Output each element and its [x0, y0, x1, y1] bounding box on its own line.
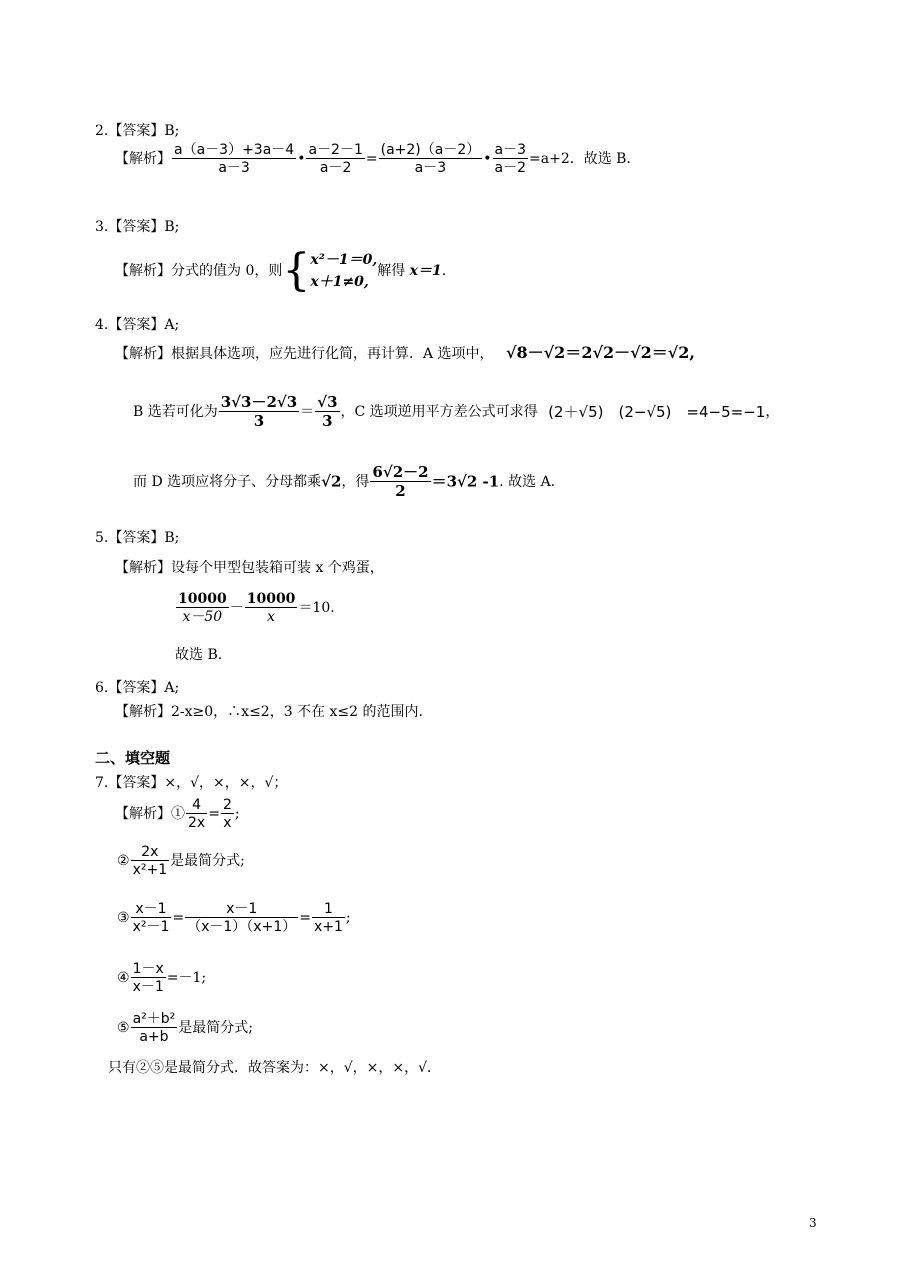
q3-analysis: [115, 245, 447, 296]
q4-c-end: ，: [765, 404, 780, 420]
q7-i1-frac2: $\frac{2}{x}$: [222, 797, 232, 831]
q7-i3-eq2: =: [299, 910, 311, 926]
q7-i1-frac: $\frac{4}{2x}$: [188, 797, 206, 831]
q2-result: =a+2．故选 B．: [529, 151, 641, 167]
q3-analysis-text: 【解析】分式的值为 0，则: [115, 263, 283, 279]
q2-frac-3: $\frac{(a+2)(a-2)}{a-3}$: [380, 142, 481, 176]
q4-d-res: ＝3√2 -1: [431, 472, 500, 491]
q4-d-end: . 故选 A.: [499, 474, 556, 490]
q2-analysis: [115, 143, 640, 175]
q3-end: .: [441, 263, 447, 279]
q4-analysis: [115, 345, 695, 361]
section-heading: 二、填空题: [95, 749, 171, 767]
q2-dot-1: •: [297, 151, 306, 167]
q7-i4-mark: ④: [117, 970, 130, 986]
q7-i5-text: 是最简分式;: [178, 1020, 253, 1036]
q3-answer: 3.【答案】B;: [95, 219, 180, 235]
q2-frac-4: $\frac{a-3}{a-2}$: [494, 142, 527, 176]
q2-label: 【解析】: [115, 151, 171, 167]
q7-item-4: [117, 962, 206, 994]
q7-i3-mark: ③: [117, 910, 130, 926]
q4-b-line: [133, 395, 779, 429]
q7-i3-frac: $\frac{x-1}{\text{x²－1}}$: [132, 901, 170, 935]
q2-answer: 2.【答案】B;: [95, 123, 180, 139]
q5-rhs: ＝10.: [298, 600, 335, 616]
q3-sys-line2: x＋1≠0,: [310, 274, 369, 290]
q2-frac-1: $\frac{a(a-3)+3a-4}{a-3}$: [174, 142, 295, 176]
q2-eq: =: [365, 151, 378, 167]
q3-solve: 解得: [377, 263, 406, 279]
q3-sys-line1: x²－1＝0,: [310, 252, 378, 268]
q4-a-expr: √8－√2＝2√2－√2＝√2,: [506, 343, 695, 362]
q7-item-5: [117, 1012, 253, 1044]
q6-answer: 6.【答案】A;: [95, 680, 180, 696]
q4-b-frac: $\frac{3√3-2√3}{3}$: [220, 393, 298, 430]
q5-conclusion: 故选 B.: [175, 647, 223, 663]
q3-solution: x＝1: [409, 263, 442, 279]
q5-frac-2: $\frac{10000}{x}$: [246, 591, 296, 625]
q4-c-expr: (2＋√5) (2−√5) =4−5=−1: [548, 402, 766, 421]
q7-i2-mark: ②: [117, 853, 130, 869]
q7-i2-text: 是最简分式;: [170, 853, 245, 869]
q5-analysis: 【解析】设每个甲型包装箱可装 x 个鸡蛋，: [115, 560, 384, 576]
q7-item-1: [115, 798, 240, 830]
q7-answer: 7.【答案】×，√，×，×，√；: [95, 775, 288, 791]
q4-analysis-text: 【解析】根据具体选项，应先进行化简，再计算．A 选项中，: [115, 346, 494, 362]
q7-i3-frac2: $\frac{x-1}{(x-1)(x+1)}$: [187, 901, 297, 935]
q6-analysis: 【解析】2-x≥0，∴x≤2，3 不在 x≤2 的范围内.: [115, 704, 423, 720]
q7-i5-mark: ⑤: [117, 1020, 130, 1036]
q4-d-get: ，得: [341, 474, 370, 490]
q2-frac-2: $\frac{a-2-1}{a-2}$: [308, 142, 363, 176]
q4-b-eq: ＝: [300, 404, 315, 420]
q4-c-text: ，C 选项逆用平方差公式可求得: [340, 404, 538, 420]
q7-i5-frac: $\frac{\text{a²＋b²}}{a+b}$: [132, 1011, 176, 1045]
q3-brace: {: [282, 245, 311, 296]
q7-item-3: [117, 902, 351, 934]
q4-answer: 4.【答案】A;: [95, 317, 180, 333]
q7-i2-frac: $\frac{2x}{\text{x²+1}}$: [132, 844, 168, 878]
q5-equation: [175, 592, 335, 624]
q7-i1-eq: =: [208, 806, 220, 822]
q7-i3-frac3: $\frac{1}{x+1}$: [313, 901, 343, 935]
q5-minus: －: [229, 600, 244, 616]
q5-frac-1: $\frac{10000}{x-50}$: [178, 591, 227, 625]
page-number: 3: [809, 1216, 817, 1230]
q4-d-text: 而 D 选项应将分子、分母都乘: [133, 474, 322, 490]
q7-item-2: [117, 845, 245, 877]
q7-conclusion: 只有②⑤是最简分式．故答案为：×，√，×，×，√．: [108, 1060, 442, 1076]
q7-i4-text: =－1;: [166, 970, 207, 986]
q4-d-sqrt: √2: [321, 472, 342, 491]
q4-d-frac: $\frac{6√2-2}{2}$: [372, 463, 429, 500]
q5-answer: 5.【答案】B;: [95, 530, 180, 546]
q7-i1-end: ;: [234, 806, 240, 822]
q7-i3-end: ;: [345, 910, 351, 926]
q2-dot-2: •: [483, 151, 492, 167]
q7-i4-frac: $\frac{1-x}{x-1}$: [132, 961, 164, 995]
q4-b-intro: B 选若可化为: [133, 404, 218, 420]
q4-b-frac2: $\frac{√3}{3}$: [317, 393, 338, 430]
q7-label: 【解析】①: [115, 806, 185, 822]
q7-i3-eq: =: [172, 910, 185, 926]
q3-system: [310, 249, 377, 293]
q4-d-line: [133, 465, 555, 499]
